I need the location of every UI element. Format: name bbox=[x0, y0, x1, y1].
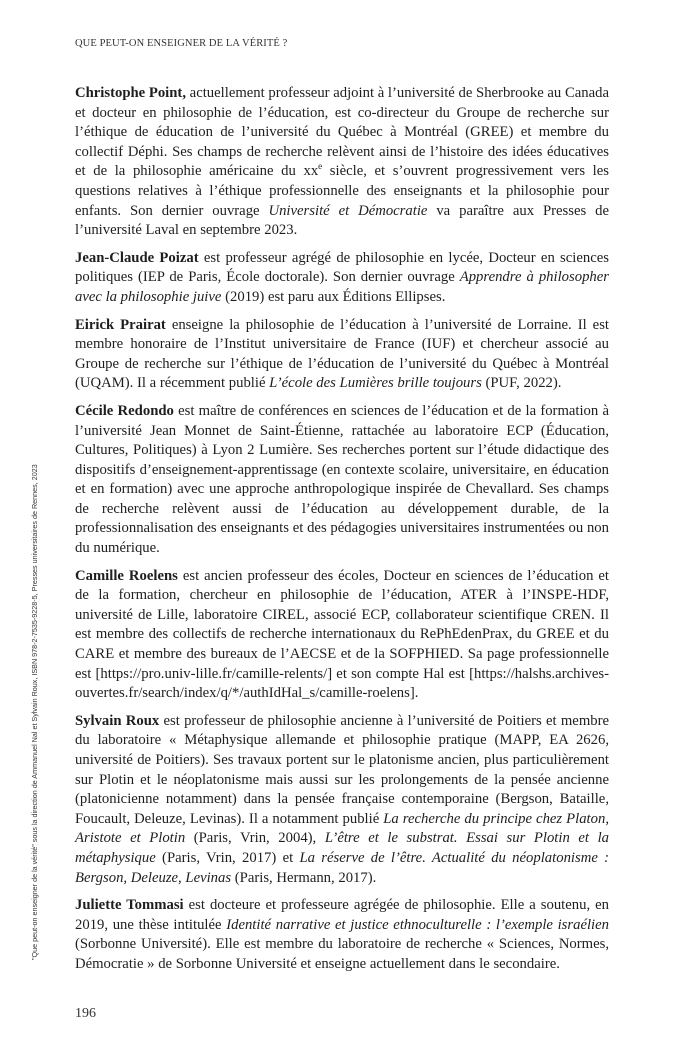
bio-text: (Paris, Vrin, 2004), bbox=[185, 830, 325, 847]
contributor-bio bbox=[75, 896, 609, 974]
side-copyright-note: "Que peut-on enseigner de la vérité" sous la direction de Ammanuel Nal et Sylvain Roux, ISBN 978-2-7535-9228-5, Presses universitaires de Rennes, 2023 bbox=[30, 464, 39, 960]
page-number: 196 bbox=[75, 1005, 96, 1021]
book-title: Apprendre à philosopher avec la philosophie juive bbox=[75, 269, 610, 305]
bio-text: est professeur de philosophie ancienne à l’université de Poitiers et membre du laboratoire « Métaphysique allemande et philosophie pratique (MAPP, EA 2626, université de Poitiers). Ses travaux portent sur le platonisme ancien, plus particulièrement sur Plotin et le néoplatonisme mais aussi sur les prolongements de la pensée ancienne (platonicienne notamment) dans la pensée française contemporaine (Bergson, Bataille, Foucault, Deleuze, Levinas). Il a notamment publié bbox=[75, 712, 609, 827]
superscript: e bbox=[318, 161, 323, 172]
running-header: QUE PEUT-ON ENSEIGNER DE LA VÉRITÉ ? bbox=[75, 38, 288, 49]
contributor-name: Cécile Redondo bbox=[75, 402, 174, 419]
bio-text: est maître de conférences en sciences de l’éducation et de la formation à l’université Jean Monnet de Saint-Étienne, rattachée au laboratoire ECP (Éducation, Cultures, Politiques) à Lyon 2 Lumière. Ses recherches portent sur l’étude didactique des dispositifs d’enseignement-apprentissage (en contexte scolaire, universitaire, en éducation et en formation) avec une approche anthropologique inspirée de Chevallard. Ses champs de recherche relèvent aussi de l’éducation au développement durable, de la professionnalisation des enseignants et des pédagogies universitaires instrumentées ou non du numérique. bbox=[75, 402, 609, 557]
book-title: Identité narrative et justice ethnoculturelle : l’exemple israélien bbox=[226, 916, 610, 933]
bio-text: est professeur agrégé de philosophie en lycée, Docteur en sciences politiques (IEP de Paris, École doctorale). Son dernier ouvrage bbox=[75, 249, 609, 286]
contributors-list bbox=[75, 84, 609, 983]
contributor-name: Christophe Point, bbox=[75, 85, 186, 101]
bio-text: (Paris, Vrin, 2017) et bbox=[155, 849, 300, 866]
book-title: L’école des Lumières brille toujours bbox=[269, 375, 482, 392]
bio-text: (2019) est paru aux Éditions Ellipses. bbox=[221, 288, 446, 305]
book-title: La recherche du principe chez Platon, Aristote et Plotin bbox=[75, 810, 609, 847]
bio-text: enseigne la philosophie de l’éducation à l’université de Lorraine. Il est membre honoraire de l’Institut universitaire de France (IUF) et chercheur associé au Groupe de recherche sur l’éthique de l’éducation de l’université du Québec à Montréal (UQAM). Il a récemment publié bbox=[75, 316, 609, 392]
contributor-name: Juliette Tommasi bbox=[75, 897, 184, 914]
contributor-name: Jean-Claude Poizat bbox=[75, 249, 199, 266]
contributor-bio bbox=[75, 249, 609, 308]
bio-text: (PUF, 2022). bbox=[481, 375, 562, 392]
bio-text: est ancien professeur des écoles, Docteur en sciences de l’éducation et de la formation, chercheur en philosophie de l’éducation, ATER à l’INSPE-HDF, université de Lille, laboratoire CIREL, associé ECP, collaborateur scientifique CREN. Il est membre des collectifs de recherche internationaux du RePhEdenPrax, du GREE et du CARE et membre des bureaux de l’AECSE et de la SOFPHIED. Sa page professionnelle est [https://pro.univ-lille.fr/camille-relents/] et son compte Hal est [https://halshs.archives-ouvertes.fr/search/index/q/*/authIdHal_s/camille-roelens]. bbox=[75, 567, 610, 702]
bio-text: est docteure et professeure agrégée de philosophie. Elle a soutenu, en 2019, une thèse intitulée bbox=[75, 897, 609, 933]
contributor-bio bbox=[75, 316, 609, 394]
contributor-bio bbox=[75, 567, 609, 704]
bio-text: siècle, et s’ouvrent progressivement vers les questions relatives à l’éthique professionnelle des enseignants et la philosophie pour enfants. Son dernier ouvrage bbox=[75, 163, 609, 219]
page-content bbox=[75, 84, 609, 1043]
contributor-bio bbox=[75, 712, 609, 888]
contributor-name: Eirick Prairat bbox=[75, 316, 166, 333]
book-title: La réserve de l’être. Actualité du néoplatonisme : Bergson, Deleuze, Levinas bbox=[75, 849, 610, 886]
bio-text: va paraître aux Presses de l’université Laval en septembre 2023. bbox=[75, 202, 609, 239]
book-title: L’être et le substrat. Essai sur Plotin et la métaphysique bbox=[75, 830, 609, 866]
bio-text: (Sorbonne Université). Elle est membre du laboratoire de recherche « Sciences, Normes, Démocratie » de Sorbonne Université et enseigne actuellement dans le secondaire. bbox=[75, 936, 609, 972]
contributor-bio bbox=[75, 402, 609, 559]
contributor-bio bbox=[75, 84, 609, 241]
contributor-name: Camille Roelens bbox=[75, 567, 178, 584]
contributor-name: Sylvain Roux bbox=[75, 712, 160, 729]
bio-text: (Paris, Hermann, 2017). bbox=[231, 869, 377, 886]
bio-text: actuellement professeur adjoint à l’université de Sherbrooke au Canada et docteur en philosophie de l’éducation, est co-directeur du Groupe de recherche sur l’éthique de éducation de l’université du Québec à Montréal (GREE) et membre du collectif Déphi. Ses champs de recherche relèvent ainsi de l’histoire des idées éducatives et de la philosophie américaine du xx bbox=[75, 85, 609, 180]
book-title: Université et Démocratie bbox=[268, 202, 428, 219]
